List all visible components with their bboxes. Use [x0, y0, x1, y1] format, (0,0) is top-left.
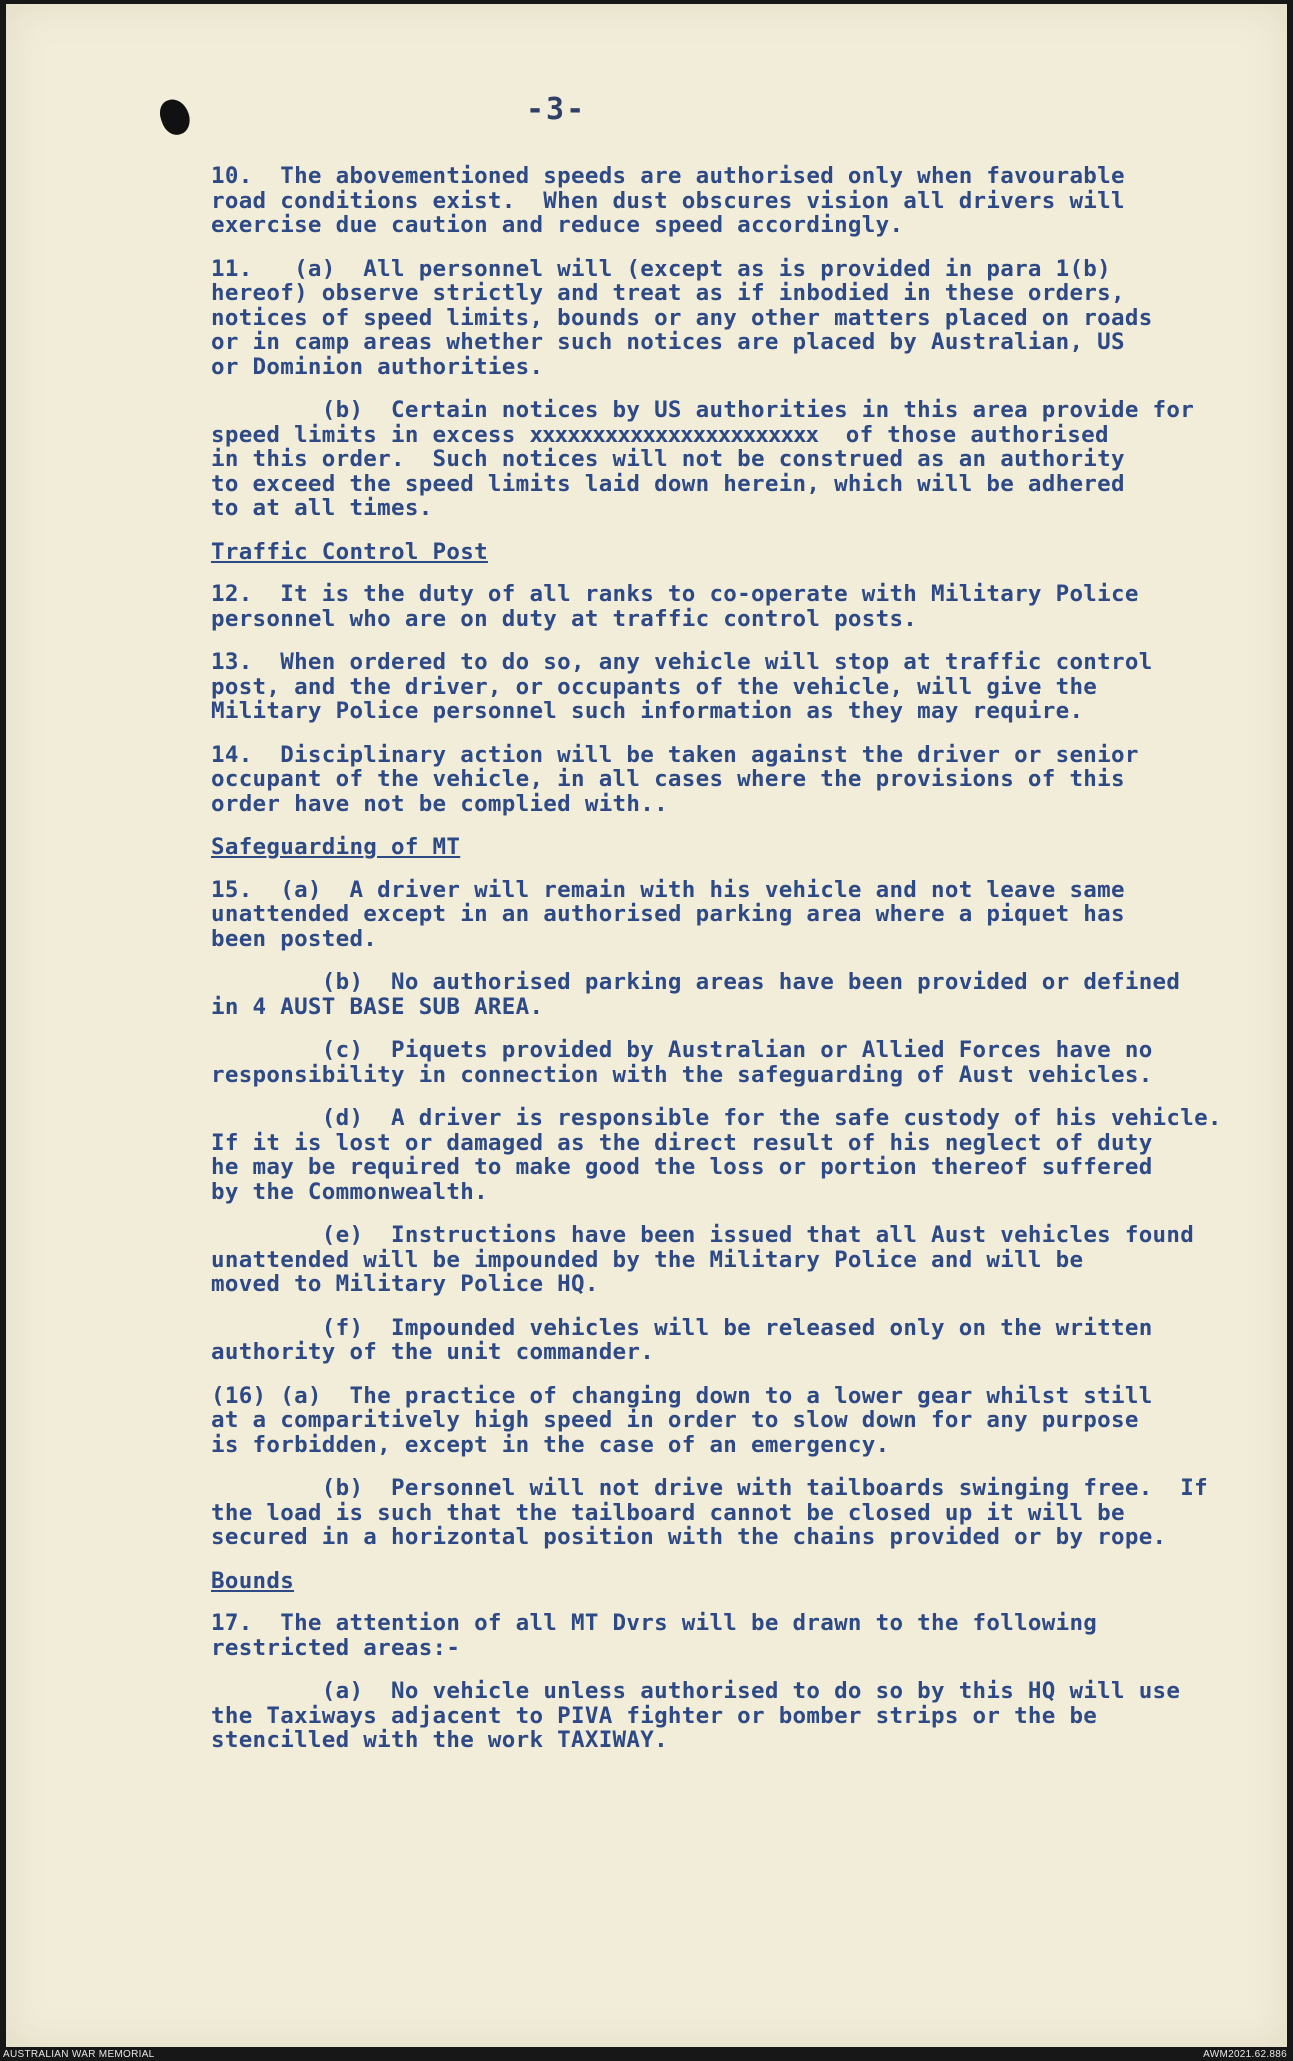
document-page — [6, 4, 1287, 2047]
paragraph-11b — [211, 398, 1261, 521]
paragraph-17: 17. The attention of all MT Dvrs will be drawn to the following restricted areas:- — [211, 1610, 1098, 1661]
paragraph-16b: (b) Personnel will not drive with tailboards swinging free. If the load is such that the tailboard cannot be closed up it will be secured in a horizontal position with the chains provided or by rope. — [211, 1475, 1208, 1550]
heading-traffic-control-post: Traffic Control Post — [211, 538, 488, 565]
struck-out-text: xxxxxxxxxxxxxxxxxxxxxxx — [529, 421, 819, 448]
paragraph-12: 12. It is the duty of all ranks to co-operate with Military Police personnel who are on duty at traffic control posts. — [211, 581, 1139, 632]
paragraph-14: 14. Disciplinary action will be taken against the driver or senior occupant of the vehicle, in all cases where the provisions of this order have not be complied with.. — [211, 741, 1139, 817]
paragraph-13: 13. When ordered to do so, any vehicle will stop at traffic control post, and the driver, or occupants of the vehicle, will give the Military Police personnel such information as they may require. — [211, 649, 1153, 724]
paragraph-15c: (c) Piquets provided by Australian or Allied Forces have no responsibility in connection with the safeguarding of Aust vehicles. — [211, 1037, 1153, 1088]
paragraph-15b: (b) No authorised parking areas have been provided or defined in 4 AUST BASE SUB AREA. — [211, 969, 1181, 1020]
paragraph-10: 10. The abovementioned speeds are authorised only when favourable road conditions exist. When dust obscures vision all drivers will exercise due caution and reduce speed accordingly. — [211, 163, 1125, 238]
punch-hole — [156, 96, 194, 139]
paragraph-17a: (a) No vehicle unless authorised to do so by this HQ will use the Taxiways adjacent to PIVA fighter or bomber strips or the be stencilled with the work TAXIWAY. — [211, 1678, 1181, 1753]
paragraph-11b-part2: of those authorised in this order. Such notices will not be construed as an authority to exceed the speed limits laid down herein, which will be adhered to at all times. — [211, 421, 1125, 521]
footer-item-id: AWM2021.62.886 — [1203, 2049, 1287, 2060]
paragraph-11b-part1: (b) Certain notices by US authorities in this area provide for speed limits in excess — [211, 397, 1195, 448]
paragraph-16a: (16) (a) The practice of changing down to a lower gear whilst still at a comparitively high speed in order to slow down for any purpose is forbidden, except in the case of an emergency. — [211, 1382, 1153, 1458]
paragraph-15e: (e) Instructions have been issued that all Aust vehicles found unattended will be impounded by the Military Police and will be moved to Military Police HQ. — [211, 1222, 1195, 1297]
heading-safeguarding-of-mt: Safeguarding of MT — [211, 834, 461, 860]
page-number: -3- — [526, 92, 587, 127]
footer-archive-name: AUSTRALIAN WAR MEMORIAL — [3, 2049, 155, 2060]
paragraph-15f: (f) Impounded vehicles will be released only on the written authority of the unit commander. — [211, 1314, 1153, 1365]
paragraph-15a: 15. (a) A driver will remain with his vehicle and not leave same unattended except in an authorised parking area where a piquet has been posted. — [211, 876, 1125, 952]
paragraph-11a: 11. (a) All personnel will (except as is provided in para 1(b) hereof) observe strictly and treat as if inbodied in these orders, notices of speed limits, bounds or any other matters placed on roads or in camp areas whether such notices are placed by Australian, US or Dominion authorities. — [211, 255, 1153, 380]
document-body — [211, 164, 1261, 1772]
heading-bounds: Bounds — [211, 1567, 295, 1594]
paragraph-15d: (d) A driver is responsible for the safe custody of his vehicle. If it is lost or damaged as the direct result of his neglect of duty he may be required to make good the loss or portion thereof suffered by the Commonwealth. — [211, 1105, 1222, 1205]
